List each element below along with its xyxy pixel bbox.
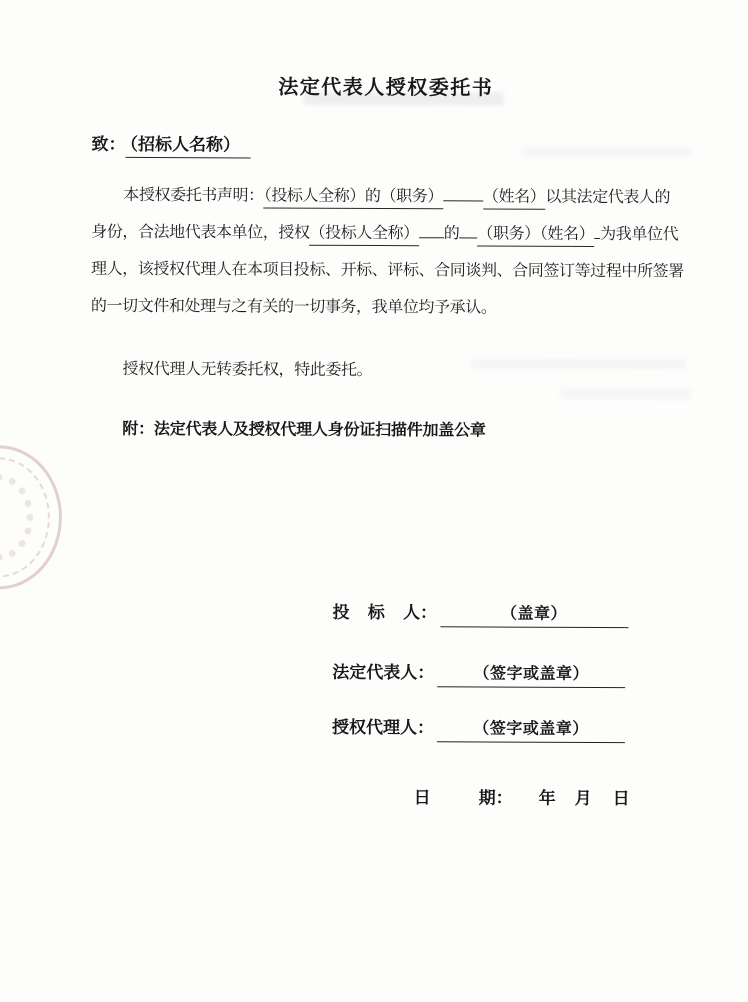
signature-label: 投 标 人： (332, 602, 438, 623)
signature-label: 授权代理人： (331, 717, 435, 738)
signature-blank-bidder: （盖章） (440, 600, 628, 628)
declaration-line-2 (91, 219, 678, 245)
date-line (414, 783, 630, 809)
declaration-lead: 本授权委托书声明： (123, 186, 264, 205)
empty-blank-field (443, 186, 483, 201)
non-transfer-clause: 授权代理人无转委托权，特此委托。 (122, 360, 373, 379)
partial-seal-stamp-icon (0, 445, 62, 590)
declaration-line-3: 理人，该授权代理人在本项目投标、开标、评标、合同谈判、合同签订等过程中所签署 (90, 260, 684, 281)
signature-blank-legal-representative: （签字或盖章） (437, 660, 625, 688)
declaration-line-1 (123, 182, 670, 207)
empty-blank-field (419, 223, 444, 238)
signature-row-authorized-agent (332, 713, 625, 743)
bleed-through-smudge (522, 147, 692, 158)
declaration-line-4: 的一切文件和处理与之有关的一切事务，我单位均予承认。 (90, 297, 497, 317)
bidder-fullname-blank: （投标人全称） (310, 225, 419, 246)
bleed-through-smudge (560, 389, 690, 400)
declaration-text: 以其法定代表人的 (545, 188, 671, 207)
role-name-blank: （职务）（姓名） (477, 225, 594, 247)
signature-label: 法定代表人： (332, 662, 435, 683)
date-part: 日 (413, 788, 431, 808)
declaration-text: 身份，合法地代表本单位，授权 (91, 223, 310, 242)
declaration-text: 的 (443, 225, 460, 243)
signature-row-legal-representative (332, 658, 625, 688)
name-blank: （姓名） (483, 188, 545, 209)
recipient-line (92, 130, 251, 156)
date-part: 年 (538, 788, 556, 808)
bleed-through-smudge (471, 358, 686, 369)
recipient-name-blank: （招标人名称） (125, 135, 250, 159)
attachment-note: 附：法定代表人及授权代理人身份证扫描件加盖公章 (122, 420, 486, 440)
empty-blank-field (459, 223, 477, 238)
date-part: 日 (612, 789, 630, 809)
document-title: 法定代表人授权委托书 (278, 76, 494, 100)
bidder-fullname-role-blank: （投标人全称）的（职务） (264, 188, 443, 210)
recipient-label: 致： (91, 134, 126, 154)
signature-blank-authorized-agent: （签字或盖章） (437, 715, 625, 743)
date-part: 期： (478, 788, 513, 808)
declaration-text: 为我单位代 (600, 225, 679, 244)
signature-row-bidder (332, 598, 628, 628)
date-part: 月 (574, 788, 592, 808)
